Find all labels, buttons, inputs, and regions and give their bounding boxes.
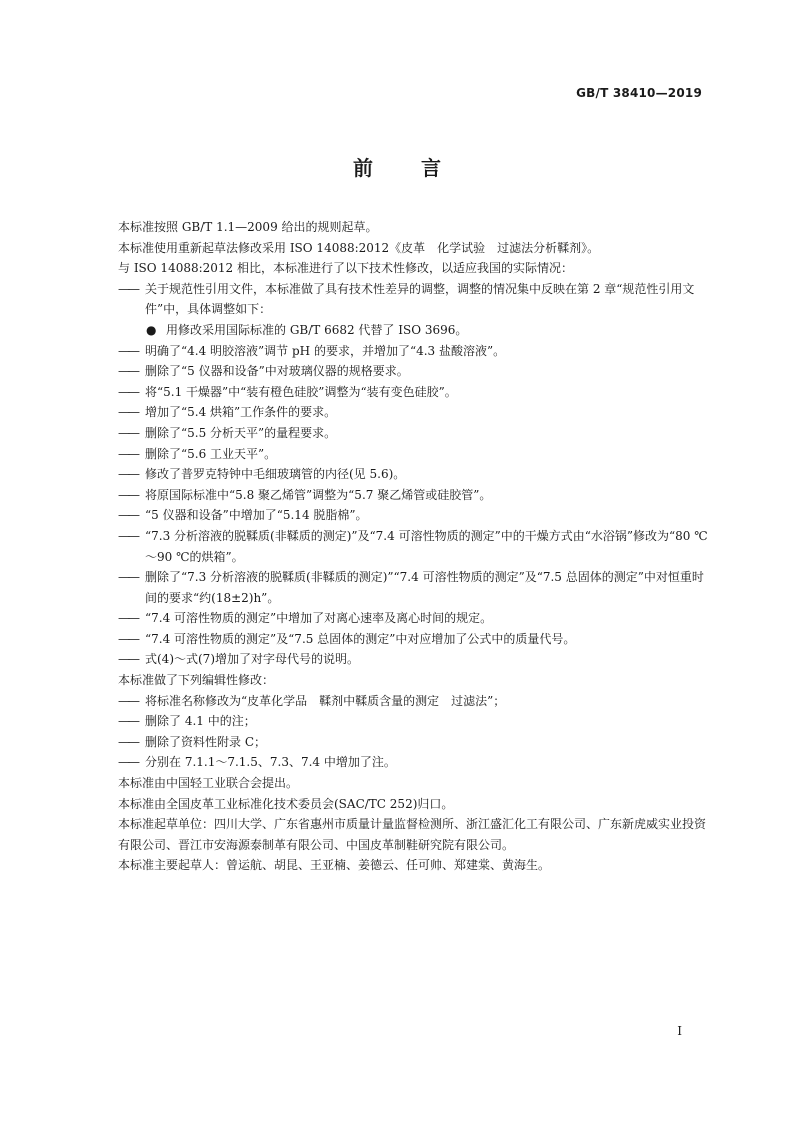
standard-code: GB/T 38410—2019: [576, 86, 702, 100]
dash-item: [118, 752, 708, 773]
dash-item-text: 删除了“5 仪器和设备”中对玻璃仪器的规格要求。: [145, 364, 409, 379]
dash-marker: ——: [118, 343, 138, 358]
paragraph-text: 本标准起草单位：四川大学、广东省惠州市质量计量监督检测所、浙江盛汇化工有限公司、广东新虎威实业投资有限公司、晋江市安海源泰制革有限公司、中国皮革制鞋研究院有限公司。: [118, 817, 707, 852]
dash-marker: ——: [118, 652, 138, 667]
paragraph-text: 本标准使用重新起草法修改采用 ISO 14088:2012《皮革 化学试验 过滤法分析鞣剂》。: [118, 240, 600, 255]
page-number: I: [677, 1024, 682, 1038]
dash-item-text: 删除了“7.3 分析溶液的脱鞣质(非鞣质的测定)”“7.4 可溶性物质的测定”及“7.5 总固体的测定”中对恒重时间的要求“约(18±2)h”。: [145, 570, 704, 605]
dash-item-text: 修改了普罗克特钟中毛细玻璃管的内径(见 5.6)。: [145, 467, 406, 482]
dash-item: [118, 567, 708, 608]
dash-item-text: 增加了“5.4 烘箱”工作条件的要求。: [145, 405, 337, 420]
dash-item-text: 关于规范性引用文件，本标准做了具有技术性差异的调整，调整的情况集中反映在第 2 章“规范性引用文件”中，具体调整如下：: [145, 281, 695, 317]
paragraph: [118, 217, 708, 238]
dash-item: [118, 402, 708, 423]
paragraph: [118, 670, 708, 691]
paragraph-text: 本标准由中国轻工业联合会提出。: [118, 776, 299, 791]
dash-item-text: 删除了资料性附录 C；: [145, 734, 266, 749]
dash-item-text: 删除了“5.6 工业天平”。: [145, 446, 277, 461]
title-char-2: 言: [421, 156, 441, 180]
dash-item: [118, 341, 708, 362]
title-char-1: 前: [353, 156, 373, 180]
bullet-marker: ●: [146, 322, 157, 337]
dash-marker: ——: [118, 528, 138, 543]
paragraph-text: 本标准由全国皮革工业标准化技术委员会(SAC/TC 252)归口。: [118, 796, 454, 811]
dash-marker: ——: [118, 364, 138, 379]
paragraph-text: 本标准做了下列编辑性修改：: [118, 673, 275, 688]
dash-item: [118, 691, 708, 712]
bullet-item: [118, 320, 708, 341]
dash-marker: ——: [118, 755, 138, 770]
paragraph: [118, 794, 708, 815]
dash-item-text: “7.4 可溶性物质的测定”及“7.5 总固体的测定”中对应增加了公式中的质量代号。: [145, 631, 576, 646]
paragraph-text: 本标准按照 GB/T 1.1—2009 给出的规则起草。: [118, 220, 378, 234]
dash-item: [118, 423, 708, 444]
paragraph: [118, 238, 708, 259]
paragraph: [118, 773, 708, 794]
dash-marker: ——: [118, 631, 138, 646]
dash-item-text: 明确了“4.4 明胶溶液”调节 pH 的要求，并增加了“4.3 盐酸溶液”。: [145, 343, 506, 358]
dash-marker: ——: [118, 384, 138, 399]
dash-item: [118, 279, 708, 320]
paragraph: [118, 814, 708, 855]
dash-marker: ——: [118, 487, 138, 502]
dash-item: [118, 649, 708, 670]
dash-item: [118, 629, 708, 650]
dash-item-text: 将标准名称修改为“皮革化学品 鞣剂中鞣质含量的测定 过滤法”；: [145, 693, 506, 708]
dash-item: [118, 732, 708, 753]
dash-marker: ——: [118, 611, 138, 626]
paragraph: [118, 855, 708, 876]
dash-item: [118, 382, 708, 403]
page-title: [0, 152, 794, 181]
dash-item: [118, 485, 708, 506]
dash-item: [118, 526, 708, 567]
dash-marker: ——: [118, 446, 138, 461]
foreword-body: [118, 217, 708, 876]
dash-marker: ——: [118, 570, 138, 585]
paragraph: [118, 258, 708, 279]
dash-item-text: 将“5.1 干燥器”中“装有橙色硅胶”调整为“装有变色硅胶”。: [145, 384, 457, 399]
dash-item-text: 分别在 7.1.1～7.1.5、7.3、7.4 中增加了注。: [145, 755, 396, 770]
dash-item-text: “7.3 分析溶液的脱鞣质(非鞣质的测定)”及“7.4 可溶性物质的测定”中的干燥方式由“水浴锅”修改为“80 ℃～90 ℃的烘箱”。: [145, 528, 708, 564]
dash-marker: ——: [118, 693, 138, 708]
dash-marker: ——: [118, 467, 138, 482]
dash-item: [118, 608, 708, 629]
dash-marker: ——: [118, 714, 138, 729]
dash-item-text: 将原国际标准中“5.8 聚乙烯管”调整为“5.7 聚乙烯管或硅胶管”。: [145, 487, 492, 502]
bullet-item-text: 用修改采用国际标准的 GB/T 6682 代替了 ISO 3696。: [166, 322, 468, 337]
dash-marker: ——: [118, 425, 138, 440]
paragraph-text: 与 ISO 14088:2012 相比，本标准进行了以下技术性修改，以适应我国的实际情况：: [118, 261, 574, 276]
dash-item: [118, 444, 708, 465]
dash-item-text: “5 仪器和设备”中增加了“5.14 脱脂棉”。: [145, 508, 368, 523]
dash-item-text: 删除了 4.1 中的注；: [145, 714, 256, 729]
dash-item-text: 删除了“5.5 分析天平”的量程要求。: [145, 425, 337, 440]
dash-item-text: “7.4 可溶性物质的测定”中增加了对离心速率及离心时间的规定。: [145, 611, 493, 626]
paragraph-text: 本标准主要起草人：曾运航、胡昆、王亚楠、姜德云、任可帅、郑建棠、黄海生。: [118, 858, 551, 873]
dash-marker: ——: [118, 405, 138, 420]
dash-item-text: 式(4)～式(7)增加了对字母代号的说明。: [145, 652, 359, 667]
dash-item: [118, 505, 708, 526]
dash-marker: ——: [118, 508, 138, 523]
dash-item: [118, 361, 708, 382]
dash-marker: ——: [118, 281, 138, 296]
dash-item: [118, 711, 708, 732]
dash-item: [118, 464, 708, 485]
dash-marker: ——: [118, 734, 138, 749]
